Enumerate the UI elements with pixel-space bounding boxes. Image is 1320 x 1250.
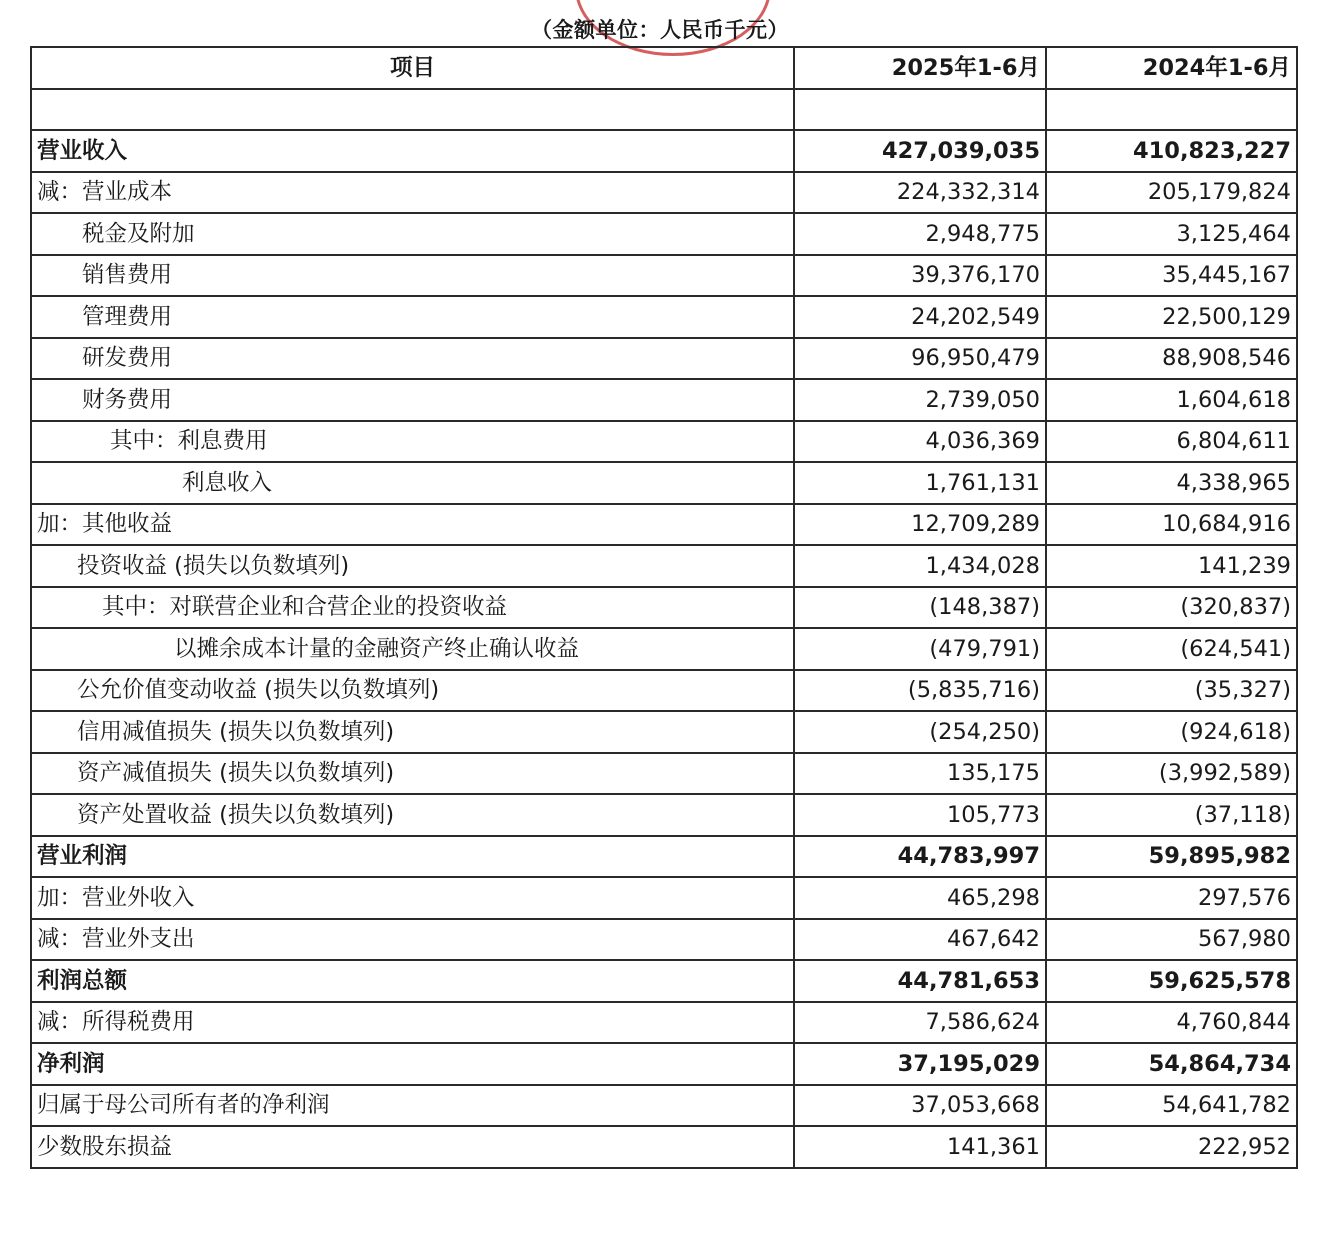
table-row	[31, 379, 1297, 421]
row-label: 其中：对联营企业和合营企业的投资收益	[31, 587, 794, 629]
value-2025: 37,053,668	[794, 1085, 1046, 1127]
table-row	[31, 130, 1297, 172]
value-2024: 567,980	[1046, 919, 1297, 961]
value-2025: 44,783,997	[794, 836, 1046, 878]
value-2024: 10,684,916	[1046, 504, 1297, 546]
unit-note: （金额单位：人民币千元）	[531, 18, 789, 42]
table-row	[31, 794, 1297, 836]
value-2025: 2,739,050	[794, 379, 1046, 421]
table-row	[31, 213, 1297, 255]
value-2025: 1,761,131	[794, 462, 1046, 504]
value-2024: (624,541)	[1046, 628, 1297, 670]
value-2024: (320,837)	[1046, 587, 1297, 629]
value-2024: 141,239	[1046, 545, 1297, 587]
table-row	[31, 1085, 1297, 1127]
column-header-2024: 2024年1-6月	[1046, 47, 1297, 89]
value-2025: 105,773	[794, 794, 1046, 836]
value-2025: 7,586,624	[794, 1002, 1046, 1044]
income-statement-table	[30, 46, 1298, 1169]
row-label: 归属于母公司所有者的净利润	[31, 1085, 794, 1127]
row-label: 减：营业外支出	[31, 919, 794, 961]
table-row	[31, 1126, 1297, 1168]
row-label: 销售费用	[31, 255, 794, 297]
table-row	[31, 711, 1297, 753]
column-header-2025: 2025年1-6月	[794, 47, 1046, 89]
table-row	[31, 338, 1297, 380]
row-label: 加：其他收益	[31, 504, 794, 546]
value-2025: 135,175	[794, 753, 1046, 795]
value-2024: 4,760,844	[1046, 1002, 1297, 1044]
header-row	[31, 47, 1297, 89]
value-2024: 59,895,982	[1046, 836, 1297, 878]
table-row	[31, 628, 1297, 670]
value-2025: 37,195,029	[794, 1043, 1046, 1085]
row-label: 资产减值损失 (损失以负数填列)	[31, 753, 794, 795]
value-2024: 410,823,227	[1046, 130, 1297, 172]
value-2024: 3,125,464	[1046, 213, 1297, 255]
row-label: 利息收入	[31, 462, 794, 504]
table-row	[31, 462, 1297, 504]
value-2024: 54,641,782	[1046, 1085, 1297, 1127]
row-label: 营业利润	[31, 836, 794, 878]
table-row	[31, 877, 1297, 919]
value-2024: 1,604,618	[1046, 379, 1297, 421]
column-header-item: 项目	[31, 47, 794, 89]
value-2025: (5,835,716)	[794, 670, 1046, 712]
value-2024: 6,804,611	[1046, 421, 1297, 463]
value-2025: 141,361	[794, 1126, 1046, 1168]
value-2024: (3,992,589)	[1046, 753, 1297, 795]
value-2025: 467,642	[794, 919, 1046, 961]
row-label: 减：营业成本	[31, 172, 794, 214]
row-label: 利润总额	[31, 960, 794, 1002]
table-row	[31, 296, 1297, 338]
table-row	[31, 1043, 1297, 1085]
table-row	[31, 753, 1297, 795]
value-2024: 297,576	[1046, 877, 1297, 919]
blank-row	[31, 89, 1297, 131]
value-2025: 24,202,549	[794, 296, 1046, 338]
table-row	[31, 545, 1297, 587]
row-label: 资产处置收益 (损失以负数填列)	[31, 794, 794, 836]
value-2025: (148,387)	[794, 587, 1046, 629]
value-2025: 1,434,028	[794, 545, 1046, 587]
value-2025: 12,709,289	[794, 504, 1046, 546]
value-2024: 22,500,129	[1046, 296, 1297, 338]
value-2025: 2,948,775	[794, 213, 1046, 255]
value-2025: 39,376,170	[794, 255, 1046, 297]
row-label: 营业收入	[31, 130, 794, 172]
table-row	[31, 670, 1297, 712]
table-row	[31, 587, 1297, 629]
row-label: 加：营业外收入	[31, 877, 794, 919]
value-2025: 44,781,653	[794, 960, 1046, 1002]
value-2025: (254,250)	[794, 711, 1046, 753]
table-row	[31, 960, 1297, 1002]
value-2025: 4,036,369	[794, 421, 1046, 463]
value-2024: 222,952	[1046, 1126, 1297, 1168]
table-row	[31, 421, 1297, 463]
row-label: 研发费用	[31, 338, 794, 380]
table-row	[31, 836, 1297, 878]
value-2024: (37,118)	[1046, 794, 1297, 836]
value-2025: 96,950,479	[794, 338, 1046, 380]
value-2024: 205,179,824	[1046, 172, 1297, 214]
value-2025: 465,298	[794, 877, 1046, 919]
table-row	[31, 504, 1297, 546]
row-label: 投资收益 (损失以负数填列)	[31, 545, 794, 587]
table-row	[31, 255, 1297, 297]
value-2024: 88,908,546	[1046, 338, 1297, 380]
table-row	[31, 172, 1297, 214]
row-label: 其中：利息费用	[31, 421, 794, 463]
value-2025: (479,791)	[794, 628, 1046, 670]
value-2024: 59,625,578	[1046, 960, 1297, 1002]
row-label: 少数股东损益	[31, 1126, 794, 1168]
value-2024: (35,327)	[1046, 670, 1297, 712]
table-row	[31, 1002, 1297, 1044]
row-label: 信用减值损失 (损失以负数填列)	[31, 711, 794, 753]
row-label: 税金及附加	[31, 213, 794, 255]
value-2024: 54,864,734	[1046, 1043, 1297, 1085]
row-label: 管理费用	[31, 296, 794, 338]
row-label: 财务费用	[31, 379, 794, 421]
value-2024: (924,618)	[1046, 711, 1297, 753]
value-2024: 4,338,965	[1046, 462, 1297, 504]
row-label: 减：所得税费用	[31, 1002, 794, 1044]
row-label: 公允价值变动收益 (损失以负数填列)	[31, 670, 794, 712]
row-label: 以摊余成本计量的金融资产终止确认收益	[31, 628, 794, 670]
value-2025: 427,039,035	[794, 130, 1046, 172]
table-row	[31, 919, 1297, 961]
value-2025: 224,332,314	[794, 172, 1046, 214]
value-2024: 35,445,167	[1046, 255, 1297, 297]
row-label: 净利润	[31, 1043, 794, 1085]
